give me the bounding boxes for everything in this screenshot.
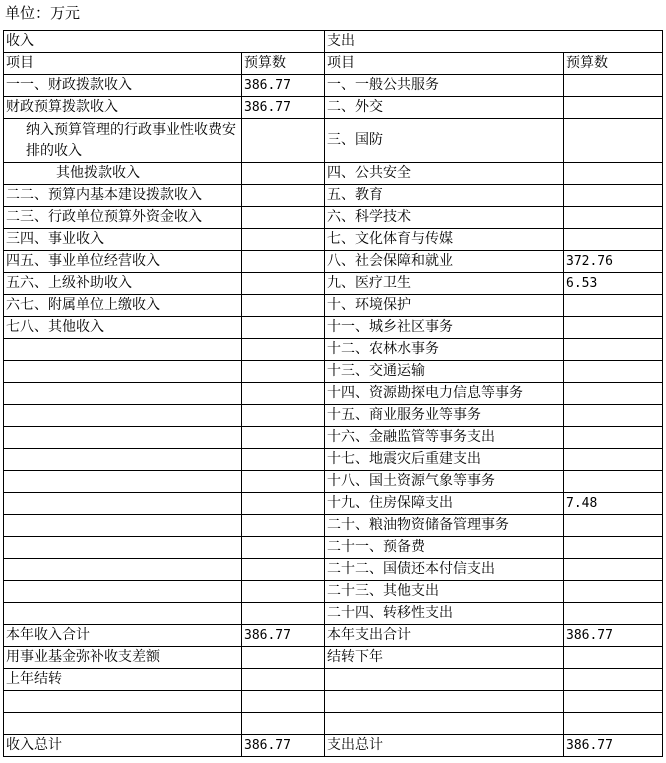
expense-item-cell: 二、外交 [325, 97, 564, 119]
expense-budget-cell [564, 229, 663, 251]
table-row [4, 427, 663, 449]
income-item-cell [4, 559, 242, 581]
table-row [4, 97, 663, 119]
table-row [4, 361, 663, 383]
expense-item-cell: 十六、金融监管等事务支出 [325, 427, 564, 449]
income-budget-cell: 386.77 [242, 75, 325, 97]
income-budget-cell [242, 537, 325, 559]
expense-item-cell [325, 669, 564, 691]
income-item-cell: 七八、其他收入 [4, 317, 242, 339]
table-row [4, 625, 663, 647]
income-budget-cell: 386.77 [242, 97, 325, 119]
income-item-cell [4, 537, 242, 559]
table-row [4, 163, 663, 185]
income-item-cell [4, 405, 242, 427]
column-header-row [4, 53, 663, 75]
table-row [4, 471, 663, 493]
income-budget-cell [242, 295, 325, 317]
expense-item-header: 项目 [325, 53, 564, 75]
expense-budget-cell [564, 581, 663, 603]
income-item-cell: 财政预算拨款收入 [4, 97, 242, 119]
income-budget-cell [242, 405, 325, 427]
income-budget-header: 预算数 [242, 53, 325, 75]
table-row [4, 581, 663, 603]
income-item-cell: 纳入预算管理的行政事业性收费安排的收入 [4, 119, 242, 163]
expense-budget-cell [564, 669, 663, 691]
income-budget-cell [242, 581, 325, 603]
income-item-cell: 四五、事业单位经营收入 [4, 251, 242, 273]
expense-item-cell: 十七、地震灾后重建支出 [325, 449, 564, 471]
expense-budget-cell [564, 97, 663, 119]
expense-budget-cell [564, 647, 663, 669]
expense-budget-cell [564, 515, 663, 537]
table-row [4, 735, 663, 757]
expense-budget-cell: 386.77 [564, 735, 663, 757]
income-budget-cell [242, 383, 325, 405]
expense-item-cell: 结转下年 [325, 647, 564, 669]
income-item-cell [4, 383, 242, 405]
expense-budget-cell [564, 317, 663, 339]
expense-budget-cell [564, 405, 663, 427]
table-row [4, 75, 663, 97]
expense-budget-cell [564, 361, 663, 383]
income-budget-cell [242, 163, 325, 185]
expense-item-cell: 一、一般公共服务 [325, 75, 564, 97]
income-item-cell: 收入总计 [4, 735, 242, 757]
table-row [4, 229, 663, 251]
expense-item-cell: 十、环境保护 [325, 295, 564, 317]
expense-item-cell: 本年支出合计 [325, 625, 564, 647]
expense-budget-cell [564, 163, 663, 185]
table-row [4, 383, 663, 405]
expense-item-cell: 十五、商业服务业等事务 [325, 405, 564, 427]
expense-budget-cell [564, 295, 663, 317]
table-row [4, 449, 663, 471]
expense-item-cell: 十九、住房保障支出 [325, 493, 564, 515]
expense-item-cell [325, 691, 564, 713]
table-row [4, 493, 663, 515]
expense-budget-cell: 386.77 [564, 625, 663, 647]
expense-budget-cell [564, 713, 663, 735]
expense-budget-cell [564, 119, 663, 163]
expense-budget-cell [564, 75, 663, 97]
section-header-row [4, 31, 663, 53]
income-budget-cell [242, 273, 325, 295]
expense-item-cell: 五、教育 [325, 185, 564, 207]
expense-item-cell: 二十、粮油物资储备管理事务 [325, 515, 564, 537]
table-row [4, 647, 663, 669]
expense-budget-cell [564, 603, 663, 625]
table-row [4, 713, 663, 735]
income-budget-cell [242, 207, 325, 229]
income-item-cell: 本年收入合计 [4, 625, 242, 647]
table-row [4, 295, 663, 317]
budget-table [3, 30, 663, 757]
expense-budget-header: 预算数 [564, 53, 663, 75]
table-row [4, 405, 663, 427]
income-budget-cell [242, 361, 325, 383]
table-row [4, 669, 663, 691]
expense-section-label: 支出 [325, 31, 663, 53]
income-budget-cell [242, 251, 325, 273]
income-item-cell: 一一、财政拨款收入 [4, 75, 242, 97]
table-row [4, 339, 663, 361]
expense-item-cell: 十一、城乡社区事务 [325, 317, 564, 339]
income-budget-cell [242, 713, 325, 735]
expense-item-cell: 三、国防 [325, 119, 564, 163]
income-budget-cell [242, 317, 325, 339]
unit-label: 单位：万元 [5, 4, 81, 22]
expense-item-cell: 支出总计 [325, 735, 564, 757]
income-budget-cell [242, 339, 325, 361]
income-item-cell: 上年结转 [4, 669, 242, 691]
expense-item-cell: 十四、资源勘探电力信息等事务 [325, 383, 564, 405]
income-budget-cell [242, 515, 325, 537]
expense-item-cell: 九、医疗卫生 [325, 273, 564, 295]
income-item-cell [4, 449, 242, 471]
expense-budget-cell [564, 383, 663, 405]
table-row [4, 691, 663, 713]
table-row [4, 317, 663, 339]
expense-budget-cell [564, 537, 663, 559]
income-item-cell [4, 515, 242, 537]
income-item-cell: 其他拨款收入 [4, 163, 242, 185]
income-budget-cell [242, 471, 325, 493]
expense-item-cell: 二十二、国债还本付信支出 [325, 559, 564, 581]
expense-budget-cell [564, 471, 663, 493]
expense-item-cell: 十三、交通运输 [325, 361, 564, 383]
income-budget-cell [242, 185, 325, 207]
income-item-cell: 二二、预算内基本建设拨款收入 [4, 185, 242, 207]
expense-budget-cell: 6.53 [564, 273, 663, 295]
income-item-cell: 用事业基金弥补收支差额 [4, 647, 242, 669]
table-row [4, 251, 663, 273]
income-budget-cell [242, 493, 325, 515]
expense-item-cell: 二十一、预备费 [325, 537, 564, 559]
income-budget-cell [242, 229, 325, 251]
expense-item-cell: 十二、农林水事务 [325, 339, 564, 361]
table-row [4, 537, 663, 559]
income-budget-cell [242, 559, 325, 581]
expense-item-cell: 六、科学技术 [325, 207, 564, 229]
income-item-cell [4, 581, 242, 603]
table-row [4, 603, 663, 625]
income-budget-cell [242, 449, 325, 471]
income-section-label: 收入 [4, 31, 325, 53]
income-item-cell [4, 361, 242, 383]
expense-item-cell: 二十四、转移性支出 [325, 603, 564, 625]
expense-budget-cell [564, 691, 663, 713]
income-item-cell: 五六、上级补助收入 [4, 273, 242, 295]
expense-item-cell [325, 713, 564, 735]
income-budget-cell [242, 603, 325, 625]
income-budget-cell: 386.77 [242, 735, 325, 757]
expense-item-cell: 七、文化体育与传媒 [325, 229, 564, 251]
income-budget-cell [242, 691, 325, 713]
expense-budget-cell [564, 207, 663, 229]
table-row [4, 515, 663, 537]
expense-budget-cell: 7.48 [564, 493, 663, 515]
expense-budget-cell: 372.76 [564, 251, 663, 273]
expense-item-cell: 八、社会保障和就业 [325, 251, 564, 273]
income-item-cell [4, 603, 242, 625]
table-row [4, 185, 663, 207]
income-item-cell [4, 493, 242, 515]
income-item-header: 项目 [4, 53, 242, 75]
income-item-cell: 二三、行政单位预算外资金收入 [4, 207, 242, 229]
income-budget-cell [242, 647, 325, 669]
income-budget-cell [242, 427, 325, 449]
expense-budget-cell [564, 185, 663, 207]
table-row [4, 207, 663, 229]
income-budget-cell [242, 119, 325, 163]
table-row [4, 273, 663, 295]
table-row [4, 559, 663, 581]
income-item-cell [4, 339, 242, 361]
income-budget-cell [242, 669, 325, 691]
income-budget-cell: 386.77 [242, 625, 325, 647]
expense-budget-cell [564, 449, 663, 471]
income-item-cell [4, 691, 242, 713]
income-item-cell [4, 471, 242, 493]
expense-budget-cell [564, 339, 663, 361]
expense-budget-cell [564, 559, 663, 581]
expense-item-cell: 四、公共安全 [325, 163, 564, 185]
income-item-cell: 三四、事业收入 [4, 229, 242, 251]
expense-budget-cell [564, 427, 663, 449]
table-row [4, 119, 663, 163]
expense-item-cell: 十八、国土资源气象等事务 [325, 471, 564, 493]
income-item-cell: 六七、附属单位上缴收入 [4, 295, 242, 317]
expense-item-cell: 二十三、其他支出 [325, 581, 564, 603]
income-item-cell [4, 713, 242, 735]
income-item-cell [4, 427, 242, 449]
